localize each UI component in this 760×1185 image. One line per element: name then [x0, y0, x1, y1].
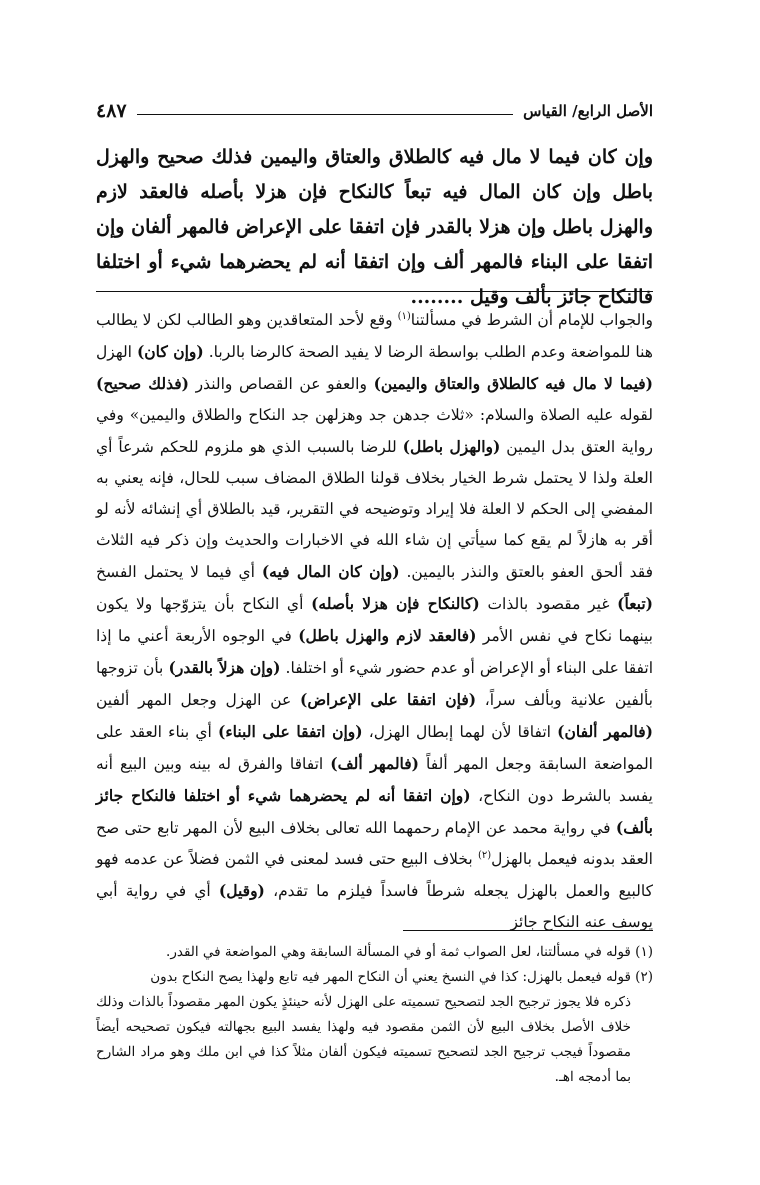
footnote-2-continuation: ذكره فلا يجوز ترجيح الجد لتصحيح تسميته على الهزل لأنه حينئذٍ يكون المهر مقصوداً بالذات وذلك خلاف الأصل بخلاف البيع لأن الثمن مقصود فيه ولهذا يفسد البيع بجهالته فيكون تصحيحه أيضاً مقصوداً فيجب ترجيح الجد لتصحيح تسميته فيكون ألفان مثلاً كذا في ابن ملك وهو مراد الشارح بما أدمجه اهـ.	[96, 994, 631, 1085]
quoted-matn: (وإن اتفقا أنه لم يحضرهما شيء أو اختلفا فالنكاح جائز بألف)	[96, 786, 653, 837]
commentary-text: بخلاف البيع حتى فسد لمعنى في الثمن فضلاً عن عدمه فهو كالبيع والعمل بالهزل يجعله شرطاً فاسداً فيلزم ما تقدم،	[96, 850, 653, 900]
quoted-matn: (وإن كان المال فيه)	[261, 562, 400, 581]
commentary-text: للرضا بالسبب الذي هو ملزوم للحكم شرعاً أي العلة ولذا لا يحتمل شرط الخيار بخلاف قولنا الطلاق المضاف سبب للحال، فإنه يعني به المفضي إلى الحكم لا العلة فلا إيراد وتوضيحه في التقرير، قيد بالطلاق أي إنشائه لأنه لو أقر به هازلاً لم يقع كما سيأتي إن شاء الله في الاخبارات والحديث وإن ذكر فيه الثلاث فقد ألحق العفو بالعتق والنذر باليمين.	[96, 438, 654, 581]
commentary-text: اتفاقا لأن لهما إبطال الهزل،	[362, 723, 558, 741]
quoted-matn: (وإن هزلاً بالقدر)	[168, 658, 281, 677]
commentary-text: أي بناء العقد على المواضعة السابقة وجعل المهر ألفاً	[96, 723, 653, 773]
quoted-matn: (فيما لا مال فيه كالطلاق والعتاق واليمين)	[373, 374, 653, 393]
running-title: الأصل الرابع/ القياس	[523, 102, 653, 120]
commentary-text: غير مقصود بالذات	[479, 595, 618, 613]
footnote-2: (٢) قوله فيعمل بالهزل: كذا في النسخ يعني أن النكاح المهر فيه تابع ولهذا يصح النكاح بدون	[150, 969, 653, 985]
commentary-text: في رواية محمد عن الإمام رحمهما الله تعالى بخلاف البيع لأن المهر تابع حتى صح العقد بدونه فيعمل بالهزل	[96, 819, 653, 868]
commentary-text: الهزل	[96, 343, 137, 361]
footnote-ref-2: (٢)	[477, 849, 492, 861]
commentary-text: والجواب للإمام أن الشرط في مسألتنا	[410, 311, 653, 329]
footnote-1: (١) قوله في مسألتنا، لعل الصواب ثمة أو في المسألة السابقة وهي المواضعة في القدر.	[166, 944, 653, 960]
footnotes-block	[96, 940, 653, 1090]
commentary-block	[96, 305, 653, 938]
commentary-text: بأن تزوجها بألفين علانية وبألف سراً،	[96, 659, 653, 709]
footnote-separator	[403, 930, 653, 931]
quoted-matn: (وقيل)	[218, 881, 265, 900]
page-number: ٤٨٧	[96, 100, 127, 122]
commentary-text: اتفاقا والفرق له بينه وبين البيع أنه يفسد بالشرط دون النكاح،	[96, 755, 653, 805]
commentary-text: أي النكاح بأن يتزوّجها ولا يكون بينهما نكاح في نفس الأمر	[96, 595, 654, 645]
commentary-text: أي في رواية أبي يوسف عنه النكاح جائز	[96, 882, 653, 931]
page-header	[96, 98, 653, 124]
commentary-text: لقوله عليه الصلاة والسلام: «ثلاث جدهن جد وهزلهن جد النكاح والطلاق واليمين» وفي رواية العتق بدل اليمين	[96, 406, 654, 456]
main-text-block	[96, 140, 653, 315]
quoted-matn: (فالمهر ألفان)	[557, 722, 653, 741]
quoted-matn: (تبعاً)	[617, 594, 653, 613]
quoted-matn: (وإن كان)	[136, 342, 204, 361]
quoted-matn: (فإن اتفقا على الإعراض)	[299, 690, 477, 709]
commentary-text: وقع لأحد المتعاقدين وهو الطالب لكن لا يطالب هنا للمواضعة وعدم الطلب بواسطة الرضا لا يفيد الصحة كالرضا بالربا.	[96, 311, 653, 361]
commentary-text: أي فيما لا يحتمل الفسخ	[96, 563, 262, 581]
commentary-text: والعفو عن القصاص والنذر	[188, 375, 374, 393]
header-rule	[137, 114, 514, 115]
footnote-ref-1: (١)	[397, 310, 411, 322]
commentary-text: في الوجوه الأربعة أعني ما إذا اتفقا على البناء أو الإعراض أو عدم حضور شيء أو اختلفا.	[96, 627, 654, 677]
text-separator	[96, 291, 653, 292]
commentary-paragraph	[96, 305, 653, 938]
quoted-matn: (فالعقد لازم والهزل باطل)	[298, 626, 477, 645]
quoted-matn: (وإن اتفقا على البناء)	[218, 722, 363, 741]
quoted-matn: (فذلك صحيح)	[96, 374, 189, 393]
quoted-matn: (كالنكاح فإن هزلا بأصله)	[311, 594, 480, 613]
main-text: وإن كان فيما لا مال فيه كالطلاق والعتاق واليمين فذلك صحيح والهزل باطل وإن كان المال فيه تبعاً كالنكاح فإن هزلا بأصله فالعقد لازم والهزل باطل وإن هزلا بالقدر فإن اتفقا على الإعراض فالمهر ألفان وإن اتفقا على البناء فالمهر ألف وإن اتفقا أنه لم يحضرهما شيء أو اختلفا فالنكاح جائز بألف وقيل ........	[96, 146, 653, 308]
quoted-matn: (فالمهر ألف)	[330, 754, 420, 773]
commentary-text: عن الهزل وجعل المهر ألفين	[96, 691, 300, 709]
quoted-matn: (والهزل باطل)	[402, 437, 501, 456]
